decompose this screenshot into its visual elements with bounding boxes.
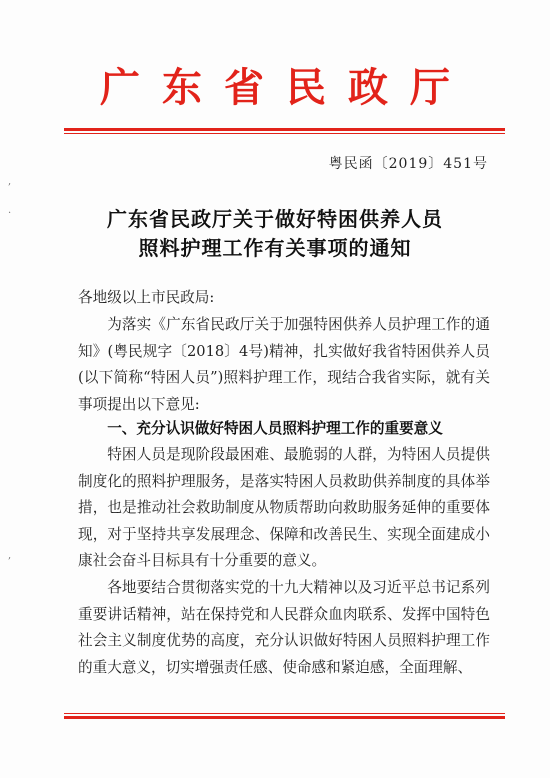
footer-red-rule-thin (64, 713, 505, 714)
letterhead-title: 广东省民政厅 (100, 64, 472, 111)
scan-margin-mark: , (8, 176, 12, 187)
document-title-line-1: 广东省民政厅关于做好特困供养人员 (107, 207, 443, 231)
section-heading-1: 一、充分认识做好特困人员照料护理工作的重要意义 (107, 420, 443, 437)
letterhead-red-rule-thin (64, 133, 505, 134)
letterhead-red-rule-thick (64, 128, 505, 131)
salutation: 各地级以上市民政局: (78, 289, 215, 306)
paragraph-significance: 特困人员是现阶段最困难、最脆弱的人群，为特困人员提供制度化的照料护理服务，是落实特困人员救助供养制度的具体举措，也是推动社会救助制度从物质帮助向救助服务延伸的重要体现，对于坚持共享发展理念、保障和改善民生、实现全面建成小康社会奋斗目标具有十分重要的意义。 (78, 446, 490, 569)
paragraph-intro: 为落实《广东省民政厅关于加强特困供养人员护理工作的通知》(粤民规字〔2018〕4号)精神，扎实做好我省特困供养人员(以下简称“特困人员”)照料护理工作，现结合我省实际，就有关事项提出以下意见: (78, 316, 490, 413)
document-title (0, 205, 550, 263)
document-title-line-2: 照料护理工作有关事项的通知 (138, 236, 412, 260)
footer-red-rule-thick (64, 716, 505, 719)
paragraph-requirements: 各地要结合贯彻落实党的十九大精神以及习近平总书记系列重要讲话精神，站在保持党和人民群众血肉联系、发挥中国特色社会主义制度优势的高度，充分认识做好特困人员照料护理工作的重大意义，切实增强责任感、使命感和紧迫感，全面理解、 (78, 579, 490, 676)
document-number: 粤民函〔2019〕451号 (328, 156, 488, 172)
scan-margin-mark: , (8, 550, 12, 561)
scan-margin-mark: . (8, 205, 12, 216)
